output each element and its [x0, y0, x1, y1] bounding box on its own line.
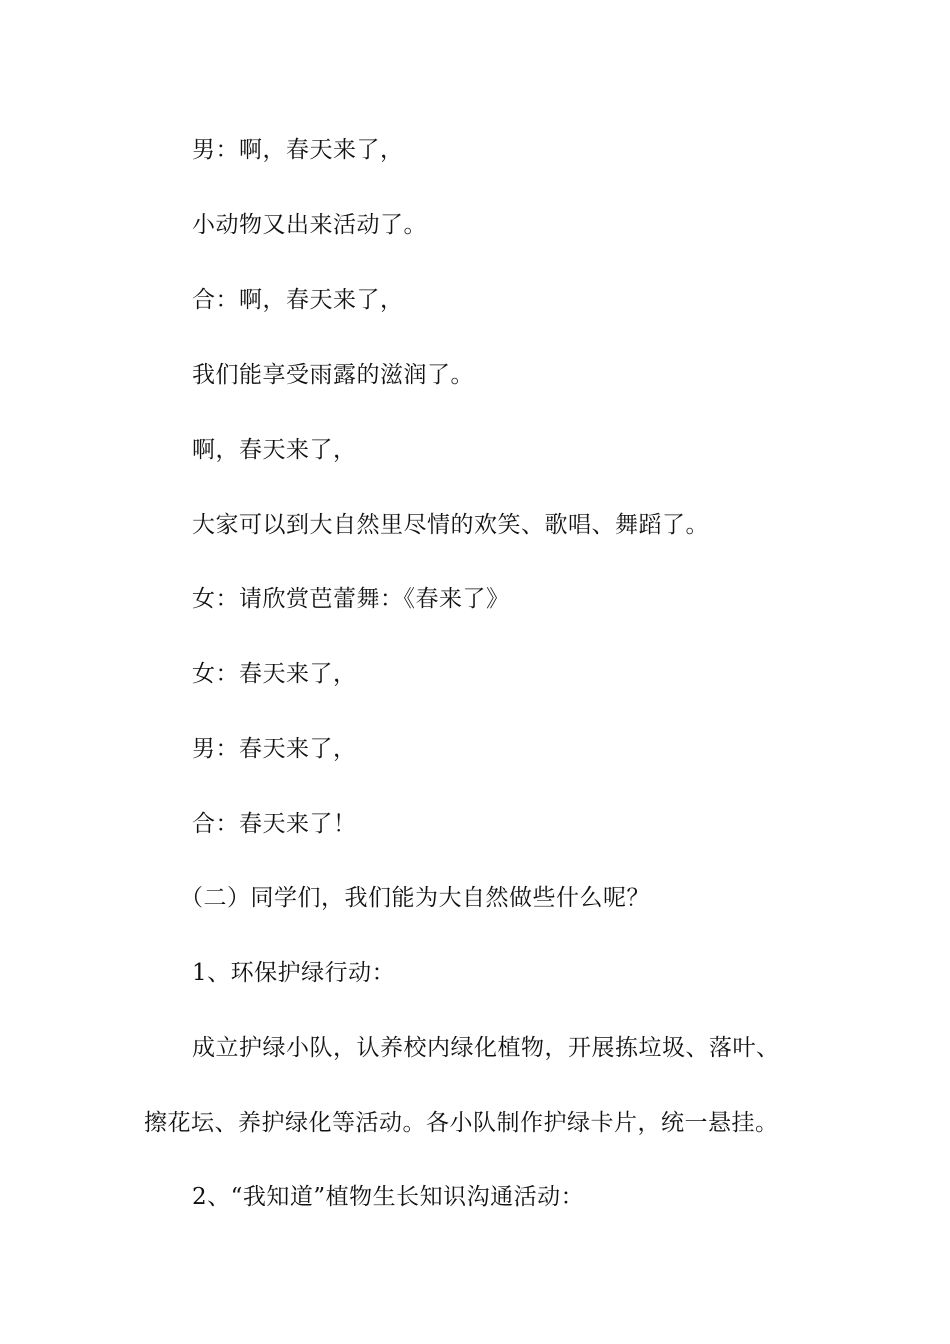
paragraph: 成立护绿小队，认养校内绿化植物，开展拣垃圾、落叶、 — [192, 1035, 780, 1061]
paragraph: 男：春天来了， — [192, 736, 357, 762]
paragraph: 我们能享受雨露的滋润了。 — [192, 362, 474, 388]
paragraph: 合：春天来了！ — [192, 811, 357, 837]
paragraph: 啊，春天来了， — [192, 437, 357, 463]
paragraph-continuation: 擦花坛、养护绿化等活动。各小队制作护绿卡片，统一悬挂。 — [144, 1110, 779, 1136]
paragraph: 女：春天来了， — [192, 661, 357, 687]
paragraph: 男：啊，春天来了， — [192, 137, 404, 163]
list-heading: 2、“我知道”植物生长知识沟通活动： — [192, 1184, 585, 1210]
section-heading: （二）同学们，我们能为大自然做些什么呢？ — [180, 885, 650, 911]
paragraph: 小动物又出来活动了。 — [192, 212, 427, 238]
list-heading: 1、环保护绿行动： — [192, 960, 396, 986]
paragraph: 大家可以到大自然里尽情的欢笑、歌唱、舞蹈了。 — [192, 512, 709, 538]
paragraph: 女：请欣赏芭蕾舞：《春来了》 — [192, 586, 510, 612]
paragraph: 合：啊，春天来了， — [192, 287, 404, 313]
